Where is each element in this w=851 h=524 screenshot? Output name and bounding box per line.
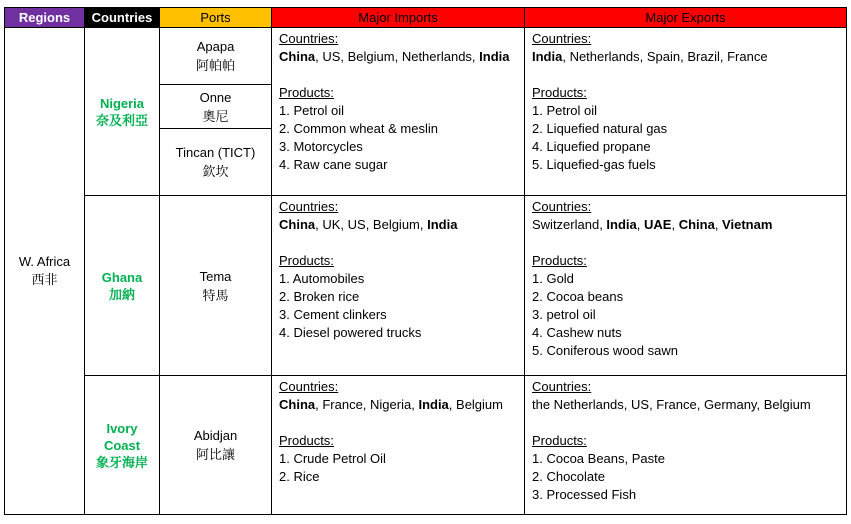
product-item: 4. Liquefied propane xyxy=(532,139,651,154)
products-label: Products: xyxy=(279,85,334,100)
port-cell xyxy=(160,196,272,376)
port-name-zh: 特馬 xyxy=(202,287,229,303)
header-major-imports: Major Imports xyxy=(272,8,525,28)
product-item: 3. Cement clinkers xyxy=(279,307,387,322)
port-name-zh: 阿比讓 xyxy=(195,447,235,462)
country-text: , France, Nigeria, xyxy=(315,397,419,412)
product-item: 2. Chocolate xyxy=(532,469,605,484)
imports-cell xyxy=(272,376,525,515)
port-name-zh: 欽坎 xyxy=(202,164,229,179)
country-name-zh: 加納 xyxy=(108,286,135,302)
port-cell xyxy=(160,85,272,129)
region-name: W. Africa xyxy=(18,254,71,269)
country-text: China xyxy=(279,217,316,232)
table-row xyxy=(5,376,847,515)
countries-label: Countries: xyxy=(279,379,339,394)
country-name: Nigeria xyxy=(99,95,145,111)
country-text: Switzerland, xyxy=(532,217,607,232)
trade-table xyxy=(4,7,847,515)
countries-label: Countries: xyxy=(532,199,592,214)
products-label: Products: xyxy=(279,433,334,448)
table-row xyxy=(5,28,847,85)
port-name-zh: 奧尼 xyxy=(202,108,229,124)
product-item: 3. Motorcycles xyxy=(279,139,363,154)
exports-cell xyxy=(525,376,847,515)
country-text: , Netherlands, Spain, Brazil, France xyxy=(562,49,768,64)
country-cell-nigeria xyxy=(85,28,160,196)
countries-list xyxy=(279,216,518,234)
header-ports: Ports xyxy=(160,8,272,28)
port-cell xyxy=(160,376,272,515)
country-text: , UK, US, Belgium, xyxy=(315,217,428,232)
product-item: 2. Broken rice xyxy=(279,289,360,304)
header-countries: Countries xyxy=(85,8,160,28)
port-cell xyxy=(160,129,272,196)
port-name: Apapa xyxy=(196,39,235,54)
spacer xyxy=(279,66,518,84)
spacer xyxy=(279,234,518,252)
country-cell-ghana xyxy=(85,196,160,376)
products-label: Products: xyxy=(532,253,587,268)
product-item: 1. Gold xyxy=(532,271,574,286)
product-item: 4. Diesel powered trucks xyxy=(279,325,422,340)
country-text: India xyxy=(427,217,458,232)
countries-label: Countries: xyxy=(279,199,339,214)
countries-list xyxy=(279,396,518,414)
country-text: , xyxy=(671,217,679,232)
spacer xyxy=(532,414,840,432)
countries-label: Countries: xyxy=(532,31,592,46)
country-name-zh: 象牙海岸 xyxy=(95,454,148,470)
port-name: Tema xyxy=(199,268,232,284)
country-cell-ivory-coast xyxy=(85,376,160,515)
product-item: 1. Petrol oil xyxy=(532,103,598,118)
exports-cell xyxy=(525,196,847,376)
country-text: Vietnam xyxy=(722,217,773,232)
country-text: , Belgium xyxy=(448,397,503,412)
country-text: India xyxy=(479,49,510,64)
product-item: 1. Crude Petrol Oil xyxy=(279,451,386,466)
country-text: China xyxy=(279,397,316,412)
country-name: Ghana xyxy=(101,269,143,285)
product-item: 5. Liquefied-gas fuels xyxy=(532,157,656,172)
country-text: China xyxy=(279,49,316,64)
country-text: , xyxy=(714,217,723,232)
country-text: , US, Belgium, Netherlands, xyxy=(315,49,480,64)
port-name: Onne xyxy=(199,89,232,105)
product-item: 4. Cashew nuts xyxy=(532,325,622,340)
product-item: 2. Rice xyxy=(279,469,320,484)
port-name-zh: 阿帕帕 xyxy=(195,58,235,73)
spacer xyxy=(279,414,518,432)
country-text: the Netherlands, US, France, Germany, Belgium xyxy=(532,397,811,412)
product-item: 2. Common wheat & meslin xyxy=(279,121,438,136)
product-item: 1. Cocoa Beans, Paste xyxy=(532,451,665,466)
country-text: , xyxy=(636,217,644,232)
country-name: Ivory Coast xyxy=(103,420,141,453)
region-cell xyxy=(5,28,85,515)
port-name: Abidjan xyxy=(193,428,238,443)
countries-list xyxy=(532,216,840,234)
product-item: 4. Raw cane sugar xyxy=(279,157,388,172)
country-text: India xyxy=(606,217,637,232)
imports-cell xyxy=(272,28,525,196)
country-text: India xyxy=(532,49,563,64)
countries-list xyxy=(532,48,840,66)
products-label: Products: xyxy=(279,253,334,268)
spacer xyxy=(532,234,840,252)
countries-list xyxy=(279,48,518,66)
products-label: Products: xyxy=(532,433,587,448)
exports-cell xyxy=(525,28,847,196)
table-row xyxy=(5,196,847,376)
country-text: UAE xyxy=(644,217,672,232)
port-name: Tincan (TICT) xyxy=(175,145,256,160)
region-name-zh: 西非 xyxy=(31,272,58,287)
countries-label: Countries: xyxy=(532,379,592,394)
countries-list xyxy=(532,396,840,414)
port-cell xyxy=(160,28,272,85)
header-row xyxy=(5,8,847,28)
product-item: 1. Automobiles xyxy=(279,271,365,286)
country-text: India xyxy=(418,397,449,412)
country-text: China xyxy=(678,217,715,232)
product-item: 1. Petrol oil xyxy=(279,103,345,118)
spacer xyxy=(532,66,840,84)
product-item: 3. petrol oil xyxy=(532,307,596,322)
product-item: 3. Processed Fish xyxy=(532,487,637,502)
country-name-zh: 奈及利亞 xyxy=(95,112,148,128)
imports-cell xyxy=(272,196,525,376)
header-major-exports: Major Exports xyxy=(525,8,847,28)
products-label: Products: xyxy=(532,85,587,100)
product-item: 2. Liquefied natural gas xyxy=(532,121,668,136)
product-item: 2. Cocoa beans xyxy=(532,289,624,304)
product-item: 5. Coniferous wood sawn xyxy=(532,343,678,358)
countries-label: Countries: xyxy=(279,31,339,46)
header-regions: Regions xyxy=(5,8,85,28)
